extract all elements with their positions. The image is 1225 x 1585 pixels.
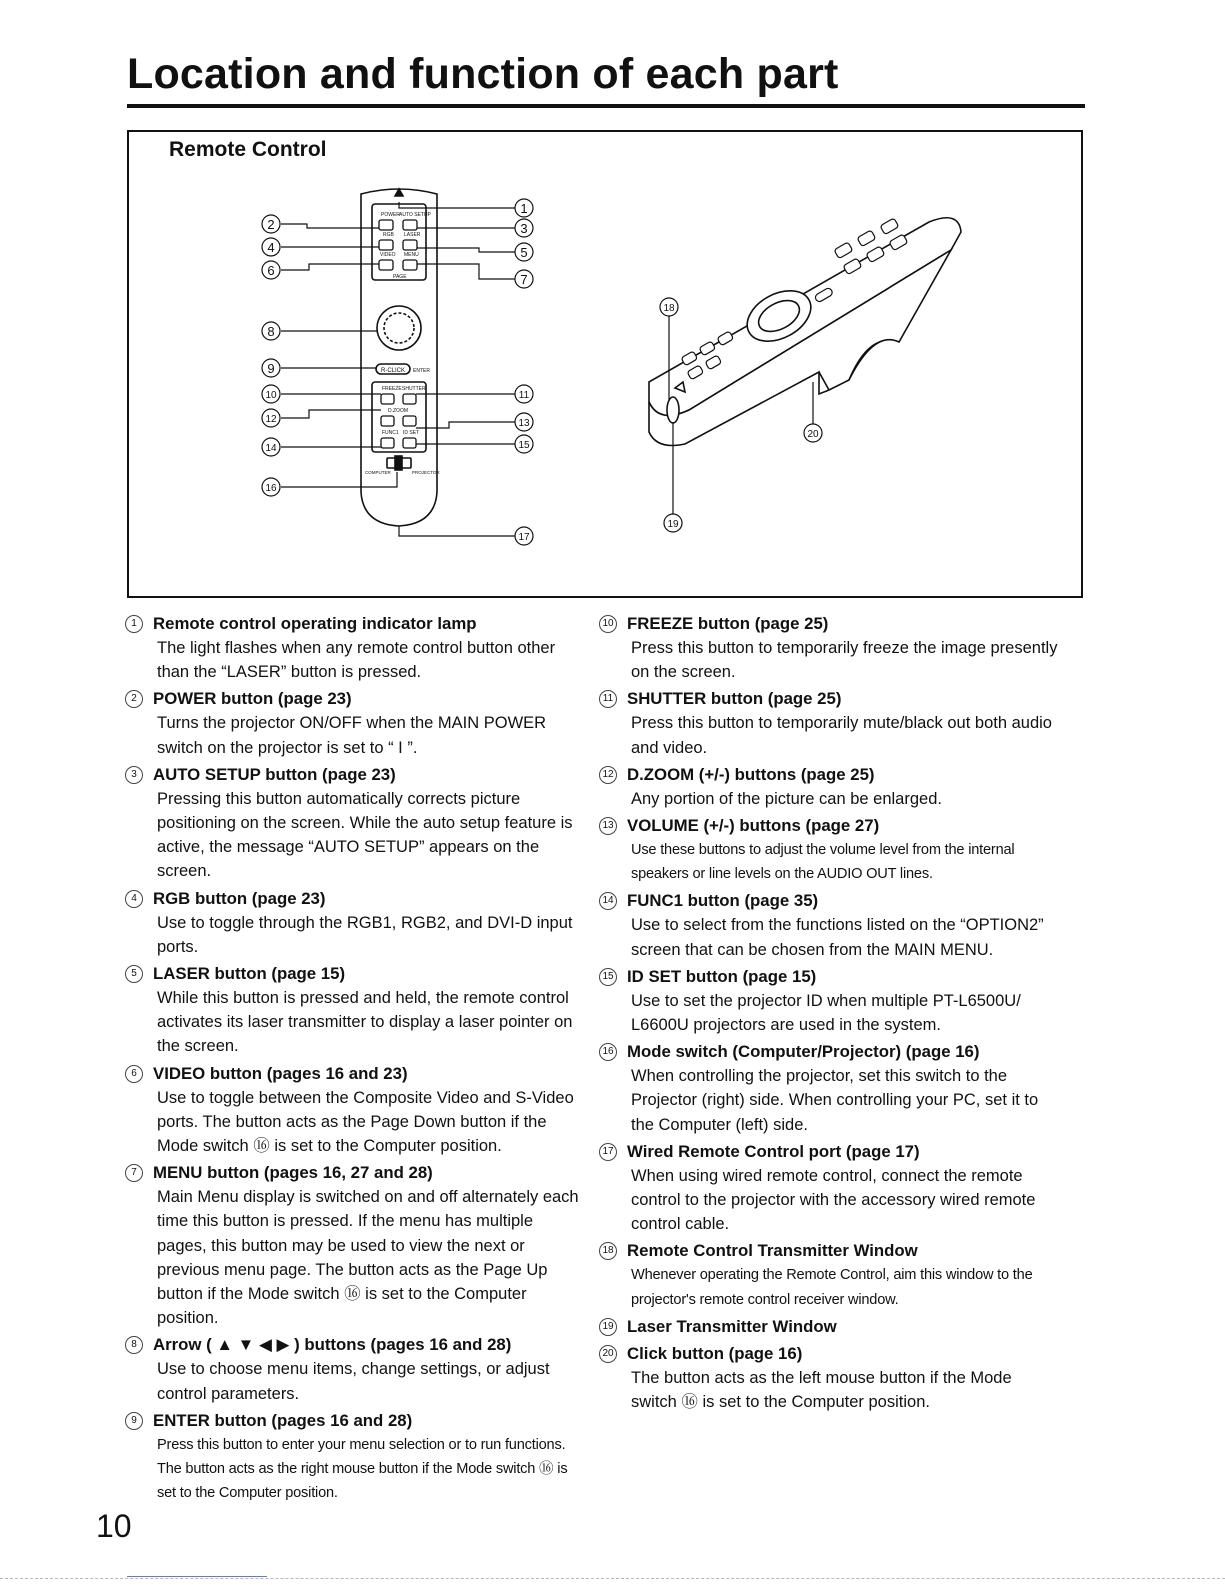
part-item-11 [602,687,1059,759]
item-title: Mode switch (Computer/Projector) (page 16) [627,1042,980,1062]
callout-2 [262,215,280,233]
callout-12 [262,409,280,427]
svg-text:13: 13 [518,418,530,429]
item-number: 7 [125,1164,143,1182]
item-number: 18 [599,1242,617,1260]
callout-7 [515,270,533,288]
callout-5 [515,243,533,261]
item-title: RGB button (page 23) [153,888,326,908]
callout-17 [515,527,533,545]
part-item-19 [602,1315,1059,1339]
item-number: 8 [125,1336,143,1354]
item-description: While this button is pressed and held, the remote control activates its laser transmitter to display a laser pointer on the screen. [157,989,573,1056]
svg-text:11: 11 [518,390,530,401]
remote-power-label: POWER [381,212,400,218]
svg-text:12: 12 [265,414,277,425]
remote-page-label: PAGE [393,274,407,280]
item-title: D.ZOOM (+/-) buttons (page 25) [627,764,875,784]
item-number: 20 [599,1345,617,1363]
right-column [602,612,1059,1417]
title-rule [127,104,1085,108]
item-number: 2 [125,690,143,708]
page-number: 10 [96,1508,132,1544]
item-title: ENTER button (pages 16 and 28) [153,1410,413,1430]
svg-text:9: 9 [267,361,275,376]
item-title: VIDEO button (pages 16 and 23) [153,1063,408,1083]
callout-3 [515,219,533,237]
item-description: When controlling the projector, set this switch to the Projector (right) side. When controlling your PC, set it to the Computer (left) side. [631,1067,1039,1134]
svg-text:4: 4 [267,240,275,255]
part-item-6 [131,1062,585,1159]
svg-text:17: 17 [518,532,530,543]
item-title: Remote Control Transmitter Window [627,1241,918,1261]
item-title: POWER button (page 23) [153,689,352,709]
part-item-16 [602,1040,1059,1137]
item-description: Pressing this button automatically corrects picture positioning on the screen. While the auto setup feature is active, the message “AUTO SETUP” appears on the screen. [157,789,573,881]
svg-text:6: 6 [267,263,275,278]
item-description: The button acts as the left mouse button if the Mode switch ⑯ is set to the Computer position. [631,1368,1012,1412]
remote-idset-label: ID SET [403,430,420,436]
item-description: Use to choose menu items, change settings, or adjust control parameters. [157,1360,550,1403]
remote-freeze-label: FREEZE [382,386,402,392]
callout-8 [262,322,280,340]
item-title: SHUTTER button (page 25) [627,689,842,709]
remote-auto-setup-label: AUTO SETUP [399,212,431,218]
part-item-17 [602,1140,1059,1237]
part-item-5 [131,962,585,1059]
part-item-12 [602,763,1059,811]
figure-label: Remote Control [169,138,327,161]
scan-edge-tick [127,1576,267,1577]
callout-15 [515,435,533,453]
remote-enter-side-label: ENTER [413,368,430,374]
remote-computer-label: COMPUTER [365,470,391,475]
item-number: 11 [599,690,617,708]
svg-text:10: 10 [265,390,277,401]
item-description: Any portion of the picture can be enlarged. [631,789,942,808]
item-description: Main Menu display is switched on and off alternately each time this button is pressed. If the menu has multiple pages, this button may be used to view the next or previous menu page. The button acts as the Page Up button if the Mode switch ⑯ is set to the Computer position. [157,1188,579,1328]
item-title: FUNC1 button (page 35) [627,891,819,911]
item-title: Arrow ( ▲ ▼ ◀ ▶ ) buttons (pages 16 and 28) [153,1335,512,1355]
part-item-9 [131,1409,585,1506]
item-description: Press this button to temporarily mute/black out both audio and video. [631,714,1052,757]
item-number: 17 [599,1143,617,1161]
item-number: 5 [125,965,143,983]
item-number: 14 [599,892,617,910]
remote-dzoom-label: D.ZOOM [388,408,408,414]
remote-shutter-label: SHUTTER [402,386,426,392]
remote-menu-label: MENU [404,252,419,258]
callout-14 [262,438,280,456]
remote-laser-label: LASER [404,232,421,238]
page-title: Location and function of each part [127,50,839,98]
svg-text:16: 16 [265,483,277,494]
svg-text:8: 8 [267,324,275,339]
item-title: Laser Transmitter Window [627,1316,837,1336]
remote-video-label: VIDEO [380,252,396,258]
item-description: Whenever operating the Remote Control, aim this window to the projector's remote control receiver window. [631,1267,1033,1308]
callout-20 [804,424,822,442]
item-number: 19 [599,1318,617,1336]
item-description: Use to toggle through the RGB1, RGB2, and DVI-D input ports. [157,913,573,956]
part-item-18 [602,1239,1059,1311]
part-item-10 [602,612,1059,684]
part-item-8 [131,1333,585,1405]
remote-control-illustration [129,132,1081,596]
item-number: 15 [599,968,617,986]
callout-18 [660,298,678,316]
item-description: Use these buttons to adjust the volume level from the internal speakers or line levels on the AUDIO OUT lines. [631,842,1015,883]
item-number: 13 [599,817,617,835]
svg-text:7: 7 [520,272,528,287]
item-description: Use to select from the functions listed on the “OPTION2” screen that can be chosen from the MAIN MENU. [631,916,1044,959]
callout-19 [664,514,682,532]
remote-func1-label: FUNC1 [382,430,399,436]
item-number: 9 [125,1412,143,1430]
svg-text:20: 20 [807,429,819,440]
item-number: 6 [125,1065,143,1083]
item-number: 1 [125,615,143,633]
callout-11 [515,385,533,403]
svg-text:19: 19 [667,519,679,530]
item-number: 12 [599,766,617,784]
item-title: ID SET button (page 15) [627,966,817,986]
item-title: Wired Remote Control port (page 17) [627,1141,920,1161]
part-item-3 [131,763,585,884]
callout-16 [262,478,280,496]
item-number: 3 [125,766,143,784]
left-column [131,612,585,1508]
callout-13 [515,413,533,431]
item-description: The light flashes when any remote control button other than the “LASER” button is pressed. [157,639,556,682]
svg-text:14: 14 [265,443,277,454]
callout-6 [262,261,280,279]
item-number: 4 [125,890,143,908]
item-description: Use to set the projector ID when multiple PT-L6500U/ L6600U projectors are used in the system. [631,991,1021,1035]
remote-rgb-label: RGB [383,232,394,238]
part-item-2 [131,687,585,759]
part-item-15 [602,965,1059,1037]
item-title: Click button (page 16) [627,1343,803,1363]
item-title: VOLUME (+/-) buttons (page 27) [627,816,880,836]
item-description: Press this button to temporarily freeze the image presently on the screen. [631,639,1058,682]
part-item-20 [602,1342,1059,1414]
item-number: 16 [599,1043,617,1061]
item-title: AUTO SETUP button (page 23) [153,764,396,784]
scan-edge-line [0,1578,1225,1579]
item-description: When using wired remote control, connect the remote control to the projector with the accessory wired remote control cable. [631,1166,1036,1234]
remote-control-figure [127,130,1083,598]
remote-projector-label: PROJECTOR [412,470,440,475]
front-remote-drawing [361,189,440,526]
svg-text:2: 2 [267,217,275,232]
side-remote-drawing [649,218,961,446]
part-item-14 [602,889,1059,961]
svg-text:18: 18 [663,303,675,314]
item-title: Remote control operating indicator lamp [153,614,477,633]
part-item-1 [131,612,585,684]
item-description: Press this button to enter your menu selection or to run functions. The button acts as the right mouse button if the Mode switch ⑯ is set to the Computer position. [157,1436,568,1502]
item-title: FREEZE button (page 25) [627,614,829,633]
part-item-13 [602,814,1059,886]
part-item-4 [131,887,585,959]
svg-text:1: 1 [520,201,528,216]
item-description: Turns the projector ON/OFF when the MAIN POWER switch on the projector is set to “ I ”. [157,714,547,757]
callout-1 [515,199,533,217]
item-number: 10 [599,615,617,633]
svg-text:3: 3 [520,221,528,236]
svg-text:15: 15 [518,440,530,451]
item-description: Use to toggle between the Composite Video and S-Video ports. The button acts as the Page Down button if the Mode switch ⑯ is set to the Computer position. [157,1088,574,1156]
part-item-7 [131,1161,585,1330]
callout-10 [262,385,280,403]
item-title: LASER button (page 15) [153,964,346,984]
svg-text:5: 5 [520,245,528,260]
callout-9 [262,359,280,377]
callout-4 [262,238,280,256]
item-title: MENU button (pages 16, 27 and 28) [153,1163,433,1183]
remote-enter-label: R-CLICK [381,368,406,374]
